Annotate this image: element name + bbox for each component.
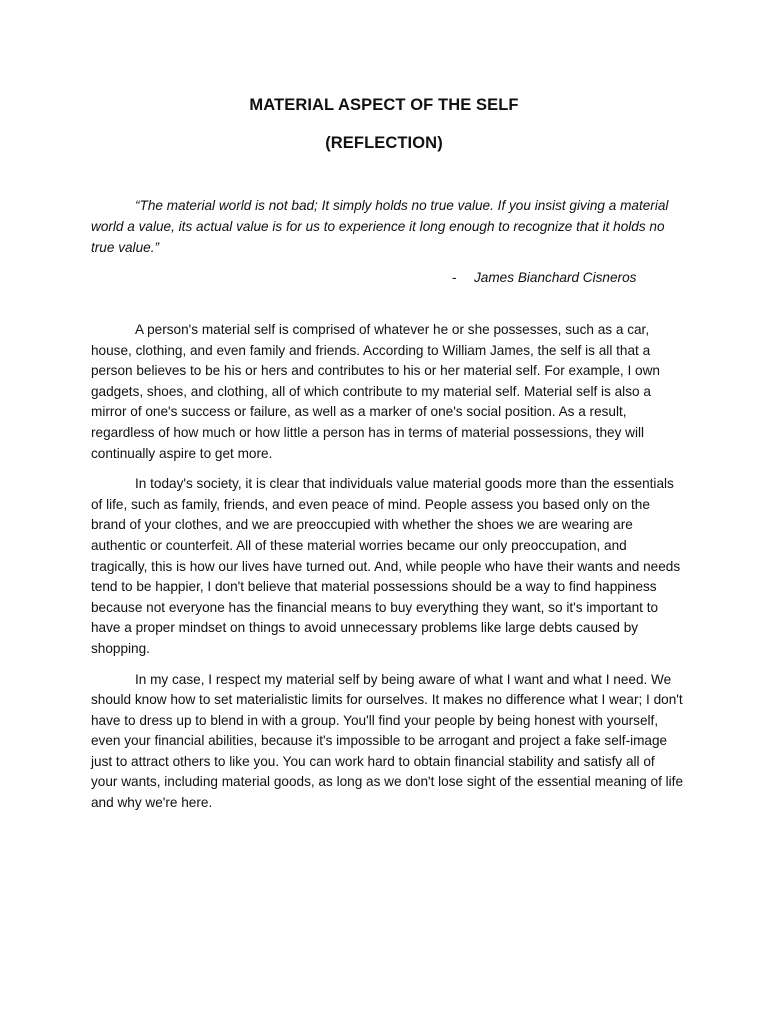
- paragraph: A person's material self is comprised of whatever he or she possesses, such as a car, house, clothing, and even family and friends. According to William James, the self is all that a person believes to be his or hers and contributes to his or her material self. For example, I own gadgets, shoes, and clothing, all of which contribute to my material self. Material self is also a mirror of one's success or failure, as well as a marker of one's social position. As a result, regardless of how much or how little a person has in terms of material possessions, they will continually aspire to get more.: [91, 322, 660, 461]
- document-subtitle: (REFLECTION): [325, 134, 443, 152]
- epigraph-quote: “The material world is not bad; It simply holds no true value. If you insist giving a material world a value, its actual value is for us to experience it long enough to recognize that it holds no true value.”: [91, 198, 669, 255]
- document-title: MATERIAL ASPECT OF THE SELF: [249, 96, 519, 114]
- paragraph: In my case, I respect my material self by being aware of what I want and what I need. We should know how to set materialistic limits for ourselves. It makes no difference what I wear; I don't have to dress up to blend in with a group. You'll find your people by being honest with yourself, even your financial abilities, because it's impossible to be arrogant and project a fake self-image just to attract others to like you. You can work hard to obtain financial stability and satisfy all of your wants, including material goods, as long as we don't lose sight of the essential meaning of life and why we're here.: [91, 671, 683, 811]
- body-text: [91, 320, 683, 824]
- quote-attribution: [452, 268, 636, 289]
- attribution-author: James Bianchard Cisneros: [474, 270, 637, 285]
- attribution-dash: -: [452, 270, 457, 285]
- paragraph: In today's society, it is clear that individuals value material goods more than the essentials of life, such as family, friends, and even peace of mind. People assess you based only on the brand of your clothes, and we are preoccupied with whether the shoes we are wearing are authentic or counterfeit. All of these material worries became our only preoccupation, and tragically, this is how our lives have turned out. And, while people who have their wants and needs tend to be happier, I don't believe that material possessions should be a way to find happiness because not everyone has the financial means to buy everything they want, so it's important to have a proper mindset on things to avoid unnecessary problems like large debts caused by shopping.: [91, 476, 681, 656]
